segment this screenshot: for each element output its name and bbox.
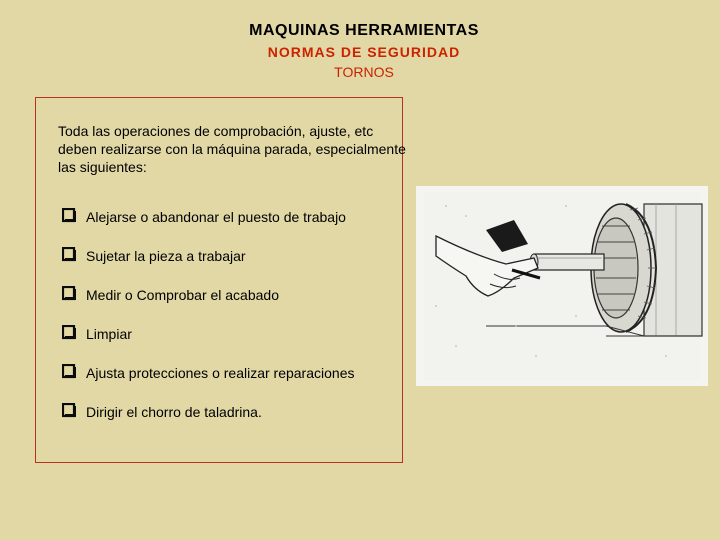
bullet-text: Alejarse o abandonar el puesto de trabajo xyxy=(86,209,346,225)
list-item xyxy=(62,325,354,364)
bullet-text: Ajusta protecciones o realizar reparaciones xyxy=(86,365,355,381)
page-title: MAQUINAS HERRAMIENTAS xyxy=(249,22,479,39)
bullet-list xyxy=(62,208,354,442)
bullet-text: Medir o Comprobar el acabado xyxy=(86,287,279,303)
lathe-illustration xyxy=(416,186,708,386)
list-item xyxy=(62,286,354,325)
checkbox-bullet-icon xyxy=(62,325,76,340)
checkbox-bullet-icon xyxy=(62,364,76,379)
lathe-chuck-hand-measuring-illustration xyxy=(416,186,708,386)
bullet-text: Dirigir el chorro de taladrina. xyxy=(86,404,262,420)
section-heading: TORNOS xyxy=(334,64,394,80)
checkbox-bullet-icon xyxy=(62,286,76,301)
checkbox-bullet-icon xyxy=(62,403,76,418)
checkbox-bullet-icon xyxy=(62,208,76,223)
intro-paragraph: Toda las operaciones de comprobación, ajuste, etc deben realizarse con la máquina parada, especialmente las siguientes: xyxy=(58,123,406,175)
bullet-text: Limpiar xyxy=(86,326,132,342)
bullet-text: Sujetar la pieza a trabajar xyxy=(86,248,246,264)
list-item xyxy=(62,247,354,286)
list-item xyxy=(62,403,354,442)
list-item xyxy=(62,208,354,247)
checkbox-bullet-icon xyxy=(62,247,76,262)
page-subtitle: NORMAS DE SEGURIDAD xyxy=(267,44,461,60)
list-item xyxy=(62,364,354,403)
